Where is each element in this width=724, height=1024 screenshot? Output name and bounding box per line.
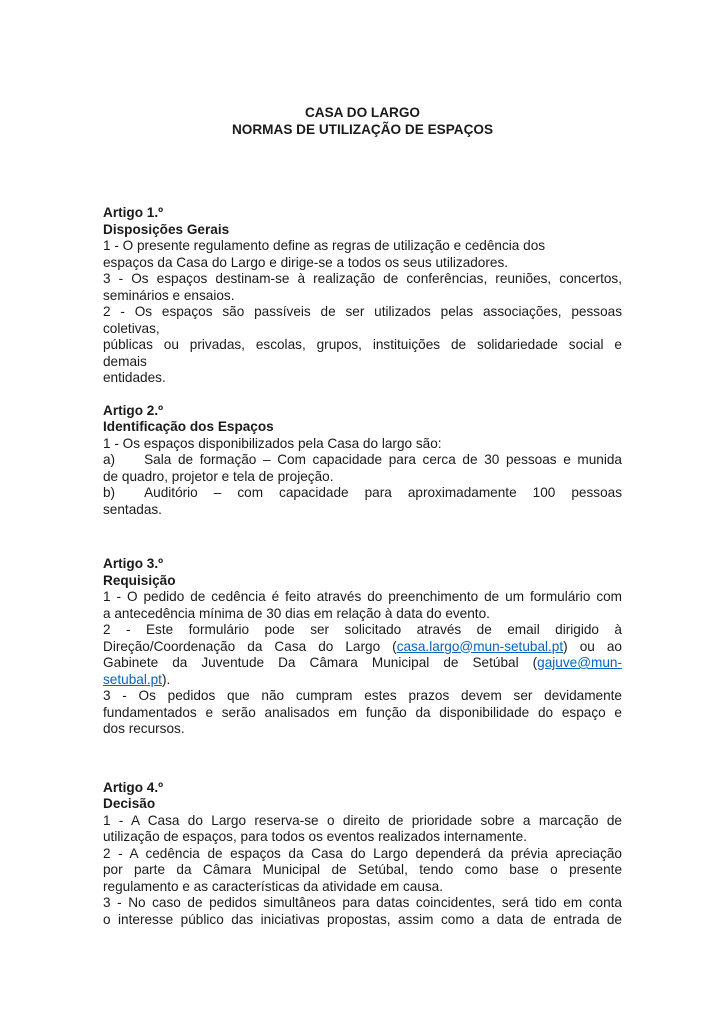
text-line (103, 846, 622, 863)
text-run: 3 - Os pedidos que não cumpram estes prazos devem ser devidamente (103, 688, 622, 703)
text-line (103, 436, 622, 453)
text-line (103, 502, 622, 519)
text-run: 3 - Os espaços destinam-se à realização de conferências, reuniões, concertos, (103, 271, 622, 286)
text-run: a antecedência mínima de 30 dias em relação à data do evento. (103, 605, 490, 621)
text-run: de quadro, projetor e tela de projeção. (103, 468, 334, 484)
email-link[interactable]: gajuve@mun- (537, 655, 622, 670)
text-line (103, 688, 622, 705)
document-title-line-1: CASA DO LARGO (304, 105, 421, 120)
text-run: b) (103, 485, 116, 500)
text-line (103, 304, 622, 321)
article-heading: Artigo 4.º (103, 779, 164, 795)
text-run: 2 - Os espaços são passíveis de ser utilizados pelas associações, pessoas (103, 304, 622, 319)
text-run: sentadas. (103, 501, 162, 517)
text-line (103, 589, 622, 606)
text-run: demais (103, 353, 147, 369)
text-line (103, 469, 622, 486)
article-section (103, 556, 622, 738)
text-line (103, 288, 622, 305)
text-line (103, 321, 622, 338)
text-line (103, 879, 622, 896)
text-line (103, 271, 622, 288)
text-line (103, 912, 622, 929)
email-link[interactable]: setubal.pt (103, 671, 162, 687)
text-run: ) ou ao (563, 638, 622, 654)
article-heading: Artigo 3.º (103, 556, 164, 571)
tab-spacer (115, 463, 144, 464)
text-run: públicas ou privadas, escolas, grupos, instituições de solidariedade social e (103, 337, 622, 352)
article-section (103, 403, 622, 519)
tab-spacer (115, 496, 144, 497)
text-run: 1 - Os espaços disponibilizados pela Casa do largo são: (103, 435, 442, 451)
text-run: utilização de espaços, para todos os eventos realizados internamente. (103, 829, 527, 844)
text-run: ). (161, 671, 171, 687)
text-run: seminários e ensaios. (103, 287, 235, 303)
article-section (103, 205, 622, 387)
text-run: espaços da Casa do Largo e dirige-se a todos os seus utilizadores. (103, 254, 509, 270)
text-line (103, 354, 622, 371)
article-subheading: Disposições Gerais (103, 221, 230, 237)
article-heading: Artigo 1.º (103, 205, 164, 220)
text-line (103, 705, 622, 722)
text-run: 1 - O pedido de cedência é feito através do preenchimento de um formulário com (103, 589, 622, 604)
email-link[interactable]: casa.largo@mun-setubal.pt (396, 638, 564, 654)
text-run: entidades. (103, 370, 166, 385)
text-line (103, 655, 622, 672)
text-run: 1 - A Casa do Largo reserva-se o direito de prioridade sobre a marcação de (103, 812, 622, 828)
document-content (103, 105, 622, 928)
article-section (103, 780, 622, 929)
text-line (103, 337, 622, 354)
text-line (103, 672, 622, 689)
article-heading: Artigo 2.º (103, 402, 164, 418)
text-run: 1 - O presente regulamento define as regras de utilização e cedência dos (103, 238, 546, 253)
text-run: 2 - A cedência de espaços da Casa do Largo dependerá da prévia apreciação (103, 845, 622, 861)
text-line (103, 813, 622, 830)
text-run: 2 - Este formulário pode ser solicitado através de email dirigido à (103, 622, 622, 637)
text-line (103, 370, 622, 387)
text-run: Direção/Coordenação da Casa do Largo ( (103, 638, 397, 654)
text-run: regulamento e as características da atividade em causa. (103, 878, 444, 894)
document-title-line-2: NORMAS DE UTILIZAÇÃO DE ESPAÇOS (231, 121, 494, 137)
text-line (103, 255, 622, 272)
article-sections (103, 205, 622, 928)
text-run: Gabinete da Juventude Da Câmara Municipal de Setúbal ( (103, 655, 538, 670)
text-run: 3 - No caso de pedidos simultâneos para datas coincidentes, será tido em conta (103, 895, 622, 910)
text-line (103, 452, 622, 469)
text-line (103, 622, 622, 639)
text-run: dos recursos. (103, 721, 185, 736)
text-line (103, 639, 622, 656)
text-line (103, 895, 622, 912)
text-line (103, 606, 622, 623)
text-line (103, 829, 622, 846)
text-line (103, 238, 622, 255)
text-run: coletivas, (103, 320, 160, 336)
text-run: a) (103, 452, 116, 467)
article-subheading: Requisição (103, 572, 176, 588)
text-run: por parte da Câmara Municipal de Setúbal, tendo como base o presente (103, 862, 622, 877)
text-run: Auditório – com capacidade para aproximadamente 100 pessoas (144, 485, 622, 500)
text-line (103, 862, 622, 879)
text-run: o interesse público das iniciativas propostas, assim como a data de entrada de (103, 911, 622, 927)
text-run: Sala de formação – Com capacidade para cerca de 30 pessoas e munida (144, 452, 622, 467)
document-title (103, 105, 622, 138)
text-line (103, 485, 622, 502)
article-subheading: Identificação dos Espaços (103, 419, 274, 434)
text-run: fundamentados e serão analisados em função da disponibilidade do espaço e (103, 704, 622, 720)
article-subheading: Decisão (103, 796, 156, 811)
text-line (103, 721, 622, 738)
